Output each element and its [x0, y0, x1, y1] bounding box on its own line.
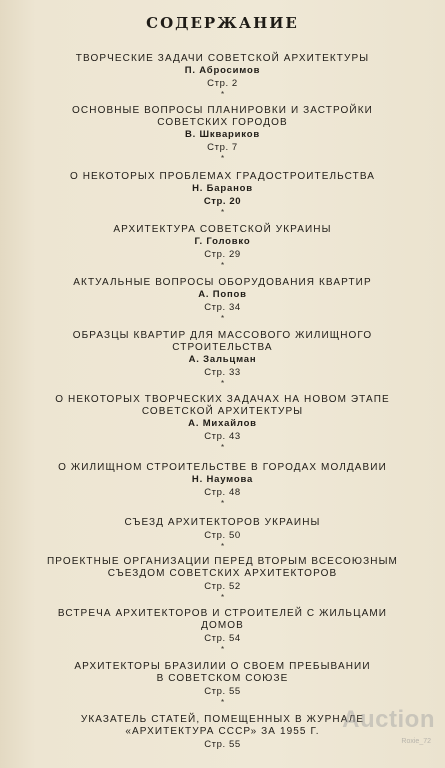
separator-asterisk-icon: * — [220, 208, 225, 217]
entry-author: Н. Баранов — [192, 183, 253, 194]
toc-entry — [40, 517, 405, 552]
toc-entry — [40, 330, 405, 389]
separator-asterisk-icon: * — [220, 443, 225, 452]
page-heading: СОДЕРЖАНИЕ — [146, 14, 299, 32]
entry-page: Стр. 2 — [207, 78, 238, 89]
entry-title: УКАЗАТЕЛЬ СТАТЕЙ, ПОМЕЩЕННЫХ В ЖУРНАЛЕ — [80, 714, 365, 725]
entry-page: Стр. 43 — [204, 431, 241, 442]
entry-title-continued: СТРОИТЕЛЬСТВА — [172, 342, 273, 353]
entry-author: А. Михайлов — [188, 418, 257, 429]
toc-entry — [40, 462, 405, 509]
toc-entry — [40, 105, 405, 164]
entry-page: Стр. 20 — [203, 196, 242, 207]
entry-page: Стр. 54 — [204, 633, 241, 644]
entry-author: А. Попов — [198, 289, 247, 300]
separator-asterisk-icon: * — [220, 379, 225, 388]
entry-author: А. Зальцман — [188, 354, 257, 365]
separator-asterisk-icon: * — [220, 593, 225, 602]
entry-title-continued: В СОВЕТСКОМ СОЮЗЕ — [156, 673, 289, 684]
entry-title-continued: ДОМОВ — [201, 620, 244, 631]
entry-title: АРХИТЕКТУРА СОВЕТСКОЙ УКРАИНЫ — [113, 224, 332, 235]
entry-page: Стр. 34 — [204, 302, 241, 313]
toc-entry — [40, 394, 405, 453]
entry-page: Стр. 7 — [207, 142, 238, 153]
entry-author: В. Шквариков — [185, 129, 260, 140]
separator-asterisk-icon: * — [220, 314, 225, 323]
entry-author: Н. Наумова — [191, 474, 254, 485]
watermark-logo: Auction — [342, 706, 435, 733]
entry-title: СЪЕЗД АРХИТЕКТОРОВ УКРАИНЫ — [124, 517, 321, 528]
entry-page: Стр. 33 — [204, 367, 241, 378]
entry-title: О ЖИЛИЩНОМ СТРОИТЕЛЬСТВЕ В ГОРОДАХ МОЛДАВИИ — [58, 462, 387, 473]
entry-title: АРХИТЕКТОРЫ БРАЗИЛИИ О СВОЕМ ПРЕБЫВАНИИ — [74, 661, 371, 672]
toc-entry — [40, 556, 405, 603]
toc-entry — [40, 171, 405, 218]
entry-title: О НЕКОТОРЫХ ПРОБЛЕМАХ ГРАДОСТРОИТЕЛЬСТВА — [69, 171, 376, 182]
entry-title: ПРОЕКТНЫЕ ОРГАНИЗАЦИИ ПЕРЕД ВТОРЫМ ВСЕСОЮЗНЫМ — [47, 556, 398, 567]
watermark-user: Roxie_72 — [401, 738, 431, 745]
entry-title: ОБРАЗЦЫ КВАРТИР ДЛЯ МАССОВОГО ЖИЛИЩНОГО — [72, 330, 373, 341]
entry-author: П. Абросимов — [184, 65, 261, 76]
separator-asterisk-icon: * — [220, 90, 225, 99]
separator-asterisk-icon: * — [220, 645, 225, 654]
entry-title-continued: СОВЕТСКИХ ГОРОДОВ — [157, 117, 288, 128]
entry-title: О НЕКОТОРЫХ ТВОРЧЕСКИХ ЗАДАЧАХ НА НОВОМ ЭТАПЕ — [55, 394, 390, 405]
toc-entry — [40, 277, 405, 324]
entry-title: АКТУАЛЬНЫЕ ВОПРОСЫ ОБОРУДОВАНИЯ КВАРТИР — [73, 277, 372, 288]
separator-asterisk-icon: * — [220, 499, 225, 508]
entry-page: Стр. 52 — [204, 581, 241, 592]
entry-page: Стр. 55 — [204, 739, 241, 750]
entry-title-continued: СОВЕТСКОЙ АРХИТЕКТУРЫ — [141, 406, 304, 417]
separator-asterisk-icon: * — [220, 154, 225, 163]
entry-title: ТВОРЧЕСКИЕ ЗАДАЧИ СОВЕТСКОЙ АРХИТЕКТУРЫ — [75, 53, 370, 64]
toc-entry — [40, 608, 405, 655]
entry-page: Стр. 55 — [204, 686, 241, 697]
entry-title-continued: «АРХИТЕКТУРА СССР» ЗА 1955 Г. — [125, 726, 320, 737]
entry-page: Стр. 50 — [204, 530, 241, 541]
toc-entry — [40, 53, 405, 100]
entry-title-continued: СЪЕЗДОМ СОВЕТСКИХ АРХИТЕКТОРОВ — [107, 568, 338, 579]
entry-title: ВСТРЕЧА АРХИТЕКТОРОВ И СТРОИТЕЛЕЙ С ЖИЛЬЦАМИ — [57, 608, 388, 619]
toc-entry — [40, 661, 405, 708]
entry-page: Стр. 48 — [204, 487, 241, 498]
entry-title: ОСНОВНЫЕ ВОПРОСЫ ПЛАНИРОВКИ И ЗАСТРОЙКИ — [72, 105, 373, 116]
toc-entry — [40, 224, 405, 271]
separator-asterisk-icon: * — [220, 698, 225, 707]
entry-page: Стр. 29 — [204, 249, 241, 260]
separator-asterisk-icon: * — [220, 542, 225, 551]
entry-author: Г. Головко — [194, 236, 251, 247]
separator-asterisk-icon: * — [220, 261, 225, 270]
